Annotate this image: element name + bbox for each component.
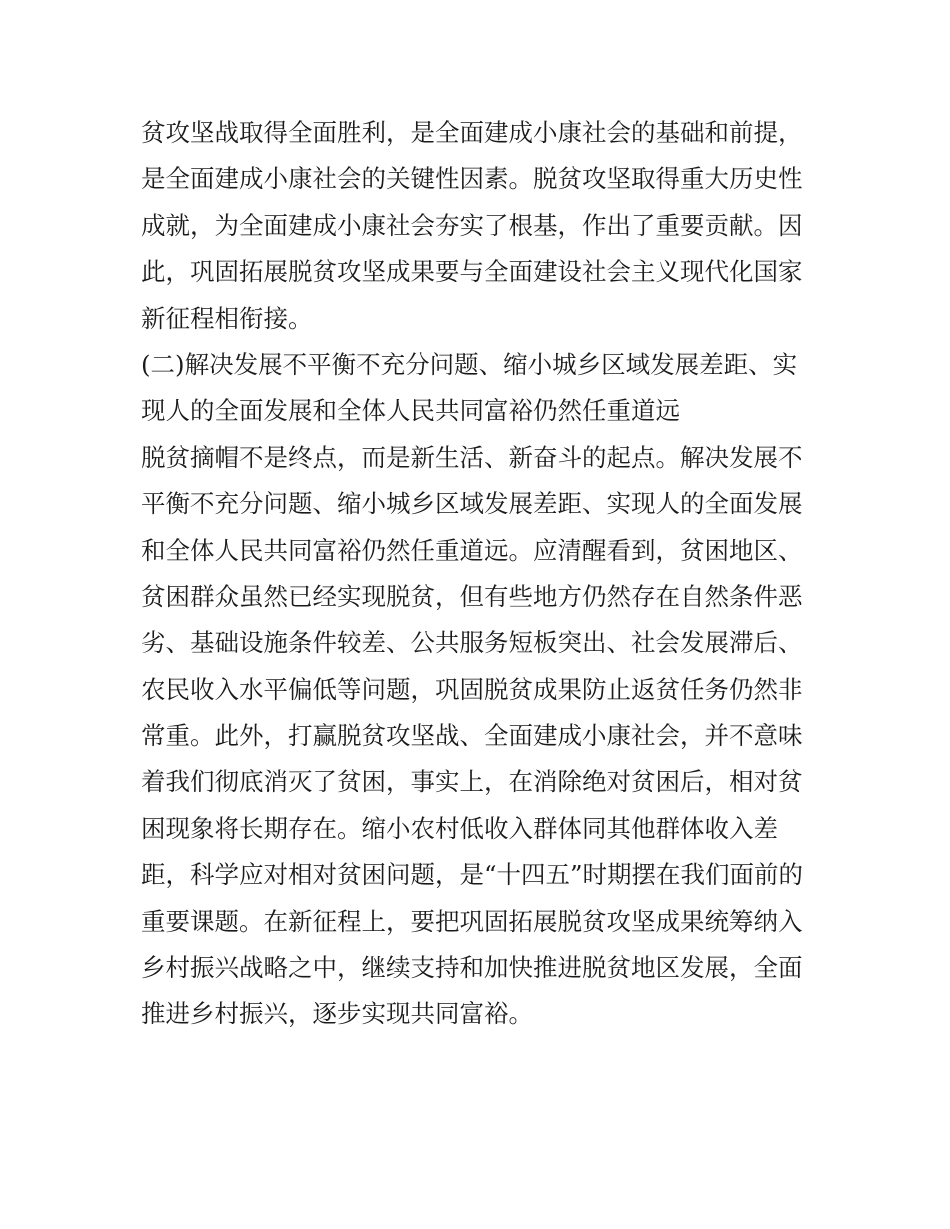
text-line: 推进乡村振兴，逐步实现共同富裕。	[141, 999, 533, 1029]
text-line: 常重。此外，打赢脱贫攻坚战、全面建成小康社会，并不意味	[141, 721, 803, 751]
text-line: 距，科学应对相对贫困问题，是“十四五”时期摆在我们面前的	[141, 860, 804, 890]
text-line: 困现象将长期存在。缩小农村低收入群体同其他群体收入差	[141, 813, 778, 843]
text-line: 成就，为全面建成小康社会夯实了根基，作出了重要贡献。因	[141, 210, 803, 240]
text-line: 重要课题。在新征程上，要把巩固拓展脱贫攻坚成果统筹纳入	[141, 906, 803, 936]
text-line: 是全面建成小康社会的关键性因素。脱贫攻坚取得重大历史性	[141, 164, 803, 194]
text-line: 平衡不充分问题、缩小城乡区域发展差距、实现人的全面发展	[141, 489, 803, 519]
text-line: 乡村振兴战略之中，继续支持和加快推进脱贫地区发展，全面	[141, 953, 803, 983]
text-line: 此，巩固拓展脱贫攻坚成果要与全面建设社会主义现代化国家	[141, 257, 803, 287]
section-heading-line: 现人的全面发展和全体人民共同富裕仍然任重道远	[141, 396, 680, 426]
text-line: 贫困群众虽然已经实现脱贫，但有些地方仍然存在自然条件恶	[141, 581, 803, 611]
text-line: 劣、基础设施条件较差、公共服务短板突出、社会发展滞后、	[141, 628, 803, 658]
text-line: 着我们彻底消灭了贫困，事实上，在消除绝对贫困后，相对贫	[141, 767, 803, 797]
text-line: 新征程相衔接。	[141, 303, 313, 333]
body-text	[141, 110, 821, 1038]
text-line: 贫攻坚战取得全面胜利，是全面建成小康社会的基础和前提，	[141, 118, 803, 147]
text-line: 和全体人民共同富裕仍然任重道远。应清醒看到，贫困地区、	[141, 535, 803, 565]
text-line: 农民收入水平偏低等问题，巩固脱贫成果防止返贫任务仍然非	[141, 674, 803, 704]
text-line: 脱贫摘帽不是终点，而是新生活、新奋斗的起点。解决发展不	[141, 442, 803, 472]
section-heading-line: (二)解决发展不平衡不充分问题、缩小城乡区域发展差距、实	[141, 349, 798, 379]
